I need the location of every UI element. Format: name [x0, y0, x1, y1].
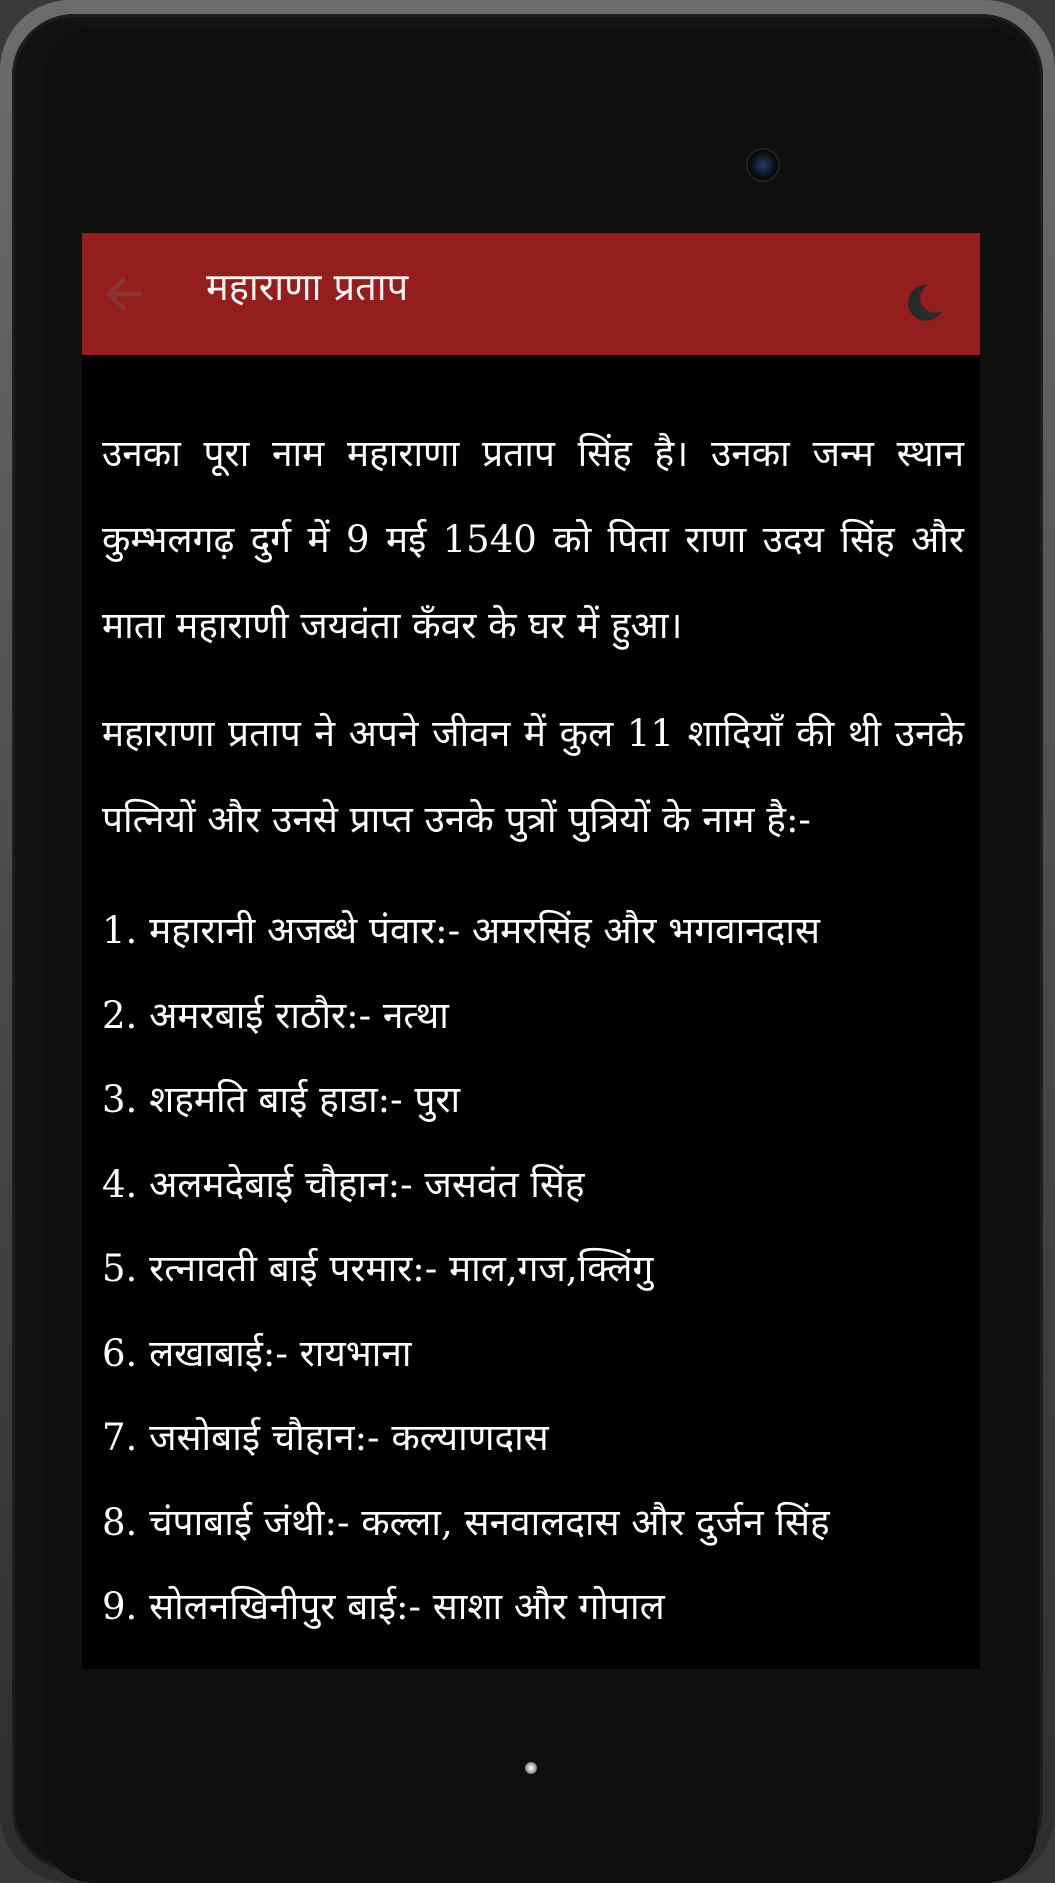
list-item: 6. लखाबाई:- रायभाना [102, 1331, 412, 1375]
crescent-moon-icon [902, 281, 946, 325]
page-title: महाराणा प्रताप [206, 265, 409, 309]
list-item: 3. शहमति बाई हाडा:- पुरा [102, 1078, 461, 1121]
back-button[interactable] [100, 271, 146, 317]
list-item: 8. चंपाबाई जंथी:- कल्ला, सनवालदास और दुर्जन सिंह [102, 1500, 830, 1544]
list-item: 5. रत्नावती बाई परमार:- माल,गज,क्लिंगु [102, 1247, 654, 1290]
wives-list [102, 889, 964, 1650]
paragraph-marriages: महाराणा प्रताप ने अपने जीवन में कुल 11 शादियाँ की थी उनके पत्नियों और उनसे प्राप्त उनके पुत्रों पुत्रियों के नाम है:- [102, 712, 964, 841]
list-item: 7. जसोबाई चौहान:- कल्याणदास [102, 1416, 549, 1459]
home-indicator[interactable] [525, 1762, 537, 1774]
article-content [102, 411, 964, 1650]
arrow-left-icon [103, 274, 143, 314]
night-mode-button[interactable] [900, 279, 948, 327]
list-item: 1. महारानी अजब्धे पंवार:- अमरसिंह और भगवानदास [102, 909, 820, 952]
camera-icon [748, 150, 778, 180]
app-bar [82, 233, 980, 355]
list-item: 2. अमरबाई राठौर:- नत्था [102, 993, 449, 1037]
app-screen [82, 233, 980, 1669]
paragraph-intro: उनका पूरा नाम महाराणा प्रताप सिंह है। उनका जन्म स्थान कुम्भलगढ़ दुर्ग में 9 मई 1540 को पिता राणा उदय सिंह और माता महाराणी जयवंता कँवर के घर में हुआ। [102, 432, 964, 647]
list-item: 9. सोलनखिनीपुर बाई:- साशा और गोपाल [102, 1585, 665, 1628]
list-item: 4. अलमदेबाई चौहान:- जसवंत सिंह [102, 1162, 585, 1206]
